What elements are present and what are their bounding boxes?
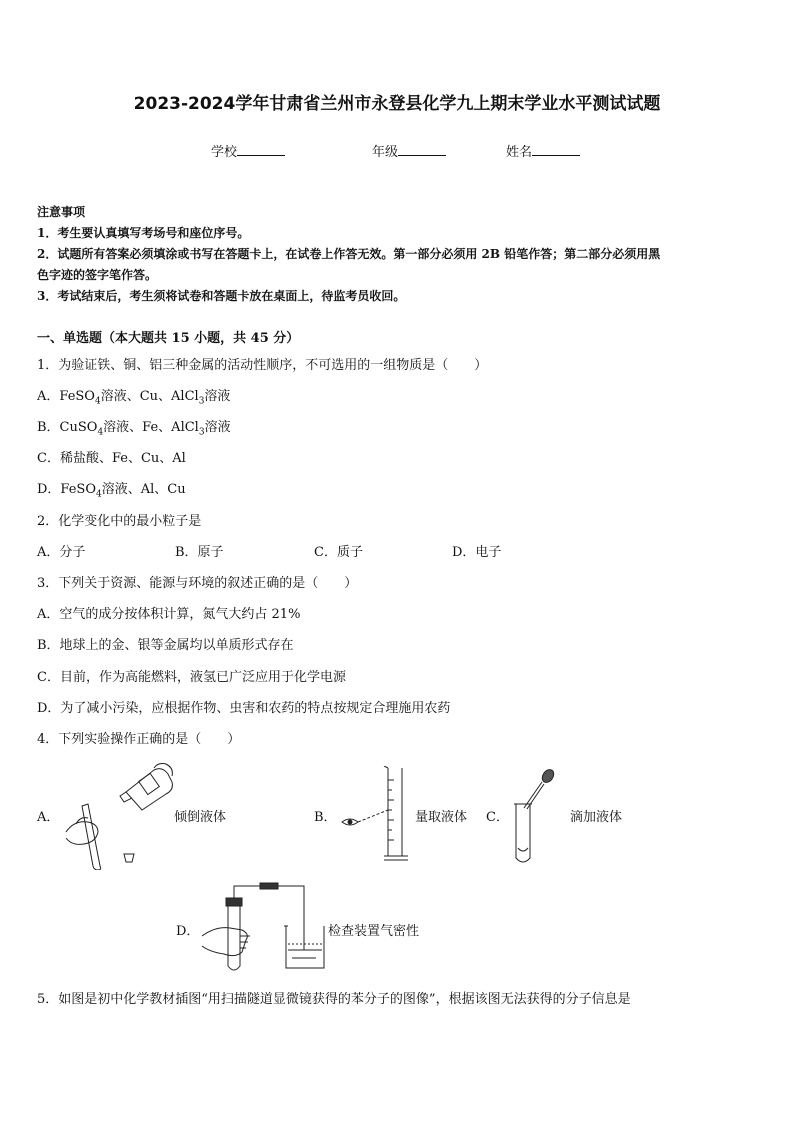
q2-stem: 2．化学变化中的最小粒子是 [37,514,202,529]
q4-option-b-letter: B． [314,810,337,825]
q4-option-a-letter: A． [37,810,60,825]
note-item: 3．考试结束后，考生须将试卷和答题卡放在桌面上，待监考员收回。 [37,289,406,303]
q4-option-c-caption: 滴加液体 [570,810,623,825]
q2-option-c: C．质子 [314,545,363,560]
q1-option-d: D．FeSO$_4$溶液、Al、Cu [37,482,186,500]
q4-option-d-caption: 检查装置气密性 [328,924,420,939]
q1-option-a: A．FeSO$_4$溶液、Cu、AlCl$_3$溶液 [37,389,231,407]
grade-label: 年级 [372,145,399,160]
q3-stem: 3．下列关于资源、能源与环境的叙述正确的是（ ） [37,576,358,591]
note-item: 色字迹的签字笔作答。 [37,268,158,282]
name-label: 姓名 [506,145,533,160]
name-field [506,141,580,160]
note-item: 2．试题所有答案必须填涂或书写在答题卡上，在试卷上作答无效。第一部分必须用 2B 铅笔作答；第二部分必须用黑 [37,247,661,261]
grade-blank [398,143,446,156]
q4-option-b-caption: 量取液体 [415,810,468,825]
note-item: 1．考生要认真填写考场号和座位序号。 [37,226,250,240]
dropper-illustration [510,768,560,868]
q4-option-c-letter: C． [486,810,509,825]
q3-option-b: B．地球上的金、银等金属均以单质形式存在 [37,638,294,653]
q1-stem: 1．为验证铁、铜、铝三种金属的活动性顺序，不可选用的一组物质是（ ） [37,358,488,373]
airtightness-apparatus-illustration [200,880,330,976]
q2-option-d: D．电子 [452,545,502,560]
school-blank [237,143,285,156]
q3-option-a: A．空气的成分按体积计算，氮气大约占 21% [37,607,301,622]
grade-field [372,141,446,160]
school-field [211,141,285,160]
graduated-cylinder-illustration [336,766,416,864]
section-heading: 一、单选题（本大题共 15 小题，共 45 分） [37,331,300,346]
name-blank [532,143,580,156]
q3-option-c: C．目前，作为高能燃料，液氢已广泛应用于化学电源 [37,670,346,685]
q2-option-b: B．原子 [175,545,224,560]
q5-stem: 5．如图是初中化学教材插图“用扫描隧道显微镜获得的苯分子的图像”，根据该图无法获得的分子信息是 [37,992,631,1007]
exam-title: 2023-2024学年甘肃省兰州市永登县化学九上期末学业水平测试试题 [133,94,661,114]
q4-stem: 4．下列实验操作正确的是（ ） [37,732,241,747]
q4-option-d-letter: D． [176,924,200,939]
q4-option-a-caption: 倾倒液体 [174,810,227,825]
school-label: 学校 [211,145,238,160]
notes-heading: 注意事项 [37,205,86,219]
q3-option-d: D．为了减小污染，应根据作物、虫害和农药的特点按规定合理施用农药 [37,701,451,716]
pouring-liquid-illustration [58,762,178,870]
q1-option-c: C．稀盐酸、Fe、Cu、Al [37,451,186,466]
q2-option-a: A．分子 [37,545,86,560]
q1-option-b: B．CuSO$_4$溶液、Fe、AlCl$_3$溶液 [37,420,231,438]
